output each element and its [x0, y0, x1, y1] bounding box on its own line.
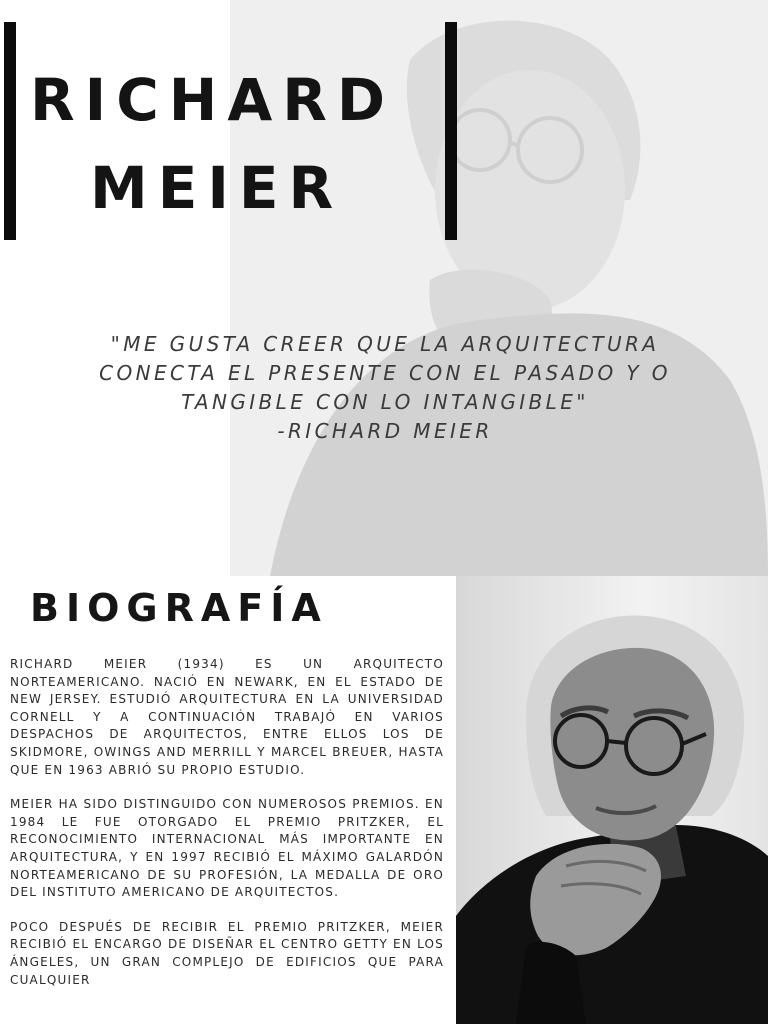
biography-heading: BIOGRAFÍA: [30, 586, 328, 630]
biography-paragraph-1: RICHARD MEIER (1934) ES UN ARQUITECTO NORTEAMERICANO. NACIÓ EN NEWARK, EN EL ESTADO DE NEW JERSEY. ESTUDIÓ ARQUITECTURA EN LA UNIVERSIDAD CORNELL Y A CONTINUACIÓN TRABAJÓ EN VARIOS DESPACHOS DE ARQUITECTOS, ENTRE ELLOS LOS DE SKIDMORE, OWINGS AND MERRILL Y MARCEL BREUER, HASTA QUE EN 1963 ABRIÓ SU PROPIO ESTUDIO.: [10, 657, 444, 777]
title-bar-left: [4, 22, 16, 240]
quote-line-1: "ME GUSTA CREER QUE LA ARQUITECTURA: [110, 332, 660, 356]
quote-block: [40, 330, 730, 446]
biography-paragraph-2: MEIER HA SIDO DISTINGUIDO CON NUMEROSOS PREMIOS. EN 1984 LE FUE OTORGADO EL PREMIO PRITZKER, EL RECONOCIMIENTO INTERNACIONAL MÁS IMPORTANTE EN ARQUITECTURA, Y EN 1997 RECIBIÓ EL MÁXIMO GALARDÓN NORTEAMERICANO DE SU PROFESIÓN, LA MEDALLA DE ORO DEL INSTITUTO AMERICANO DE ARQUITECTOS.: [10, 797, 444, 900]
biography-text: [10, 656, 444, 1006]
biography-paragraph-3: POCO DESPUÉS DE RECIBIR EL PREMIO PRITZKER, MEIER RECIBIÓ EL ENCARGO DE DISEÑAR EL CENTRO GETTY EN LOS ÁNGELES, UN GRAN COMPLEJO DE EDIFICIOS QUE PARA CUALQUIER: [10, 919, 444, 987]
quote-line-2: CONECTA EL PRESENTE CON EL PASADO Y O: [99, 361, 671, 385]
quote-line-3: TANGIBLE CON LO INTANGIBLE": [181, 390, 589, 414]
portrait-photo: [456, 576, 768, 1024]
portrait-photo-graphic: [456, 576, 768, 1024]
title-bar-right: [445, 22, 457, 240]
quote-author: -RICHARD MEIER: [277, 419, 493, 443]
page-title-line-2: MEIER: [90, 154, 344, 222]
page-title-line-1: RICHARD: [30, 66, 396, 134]
